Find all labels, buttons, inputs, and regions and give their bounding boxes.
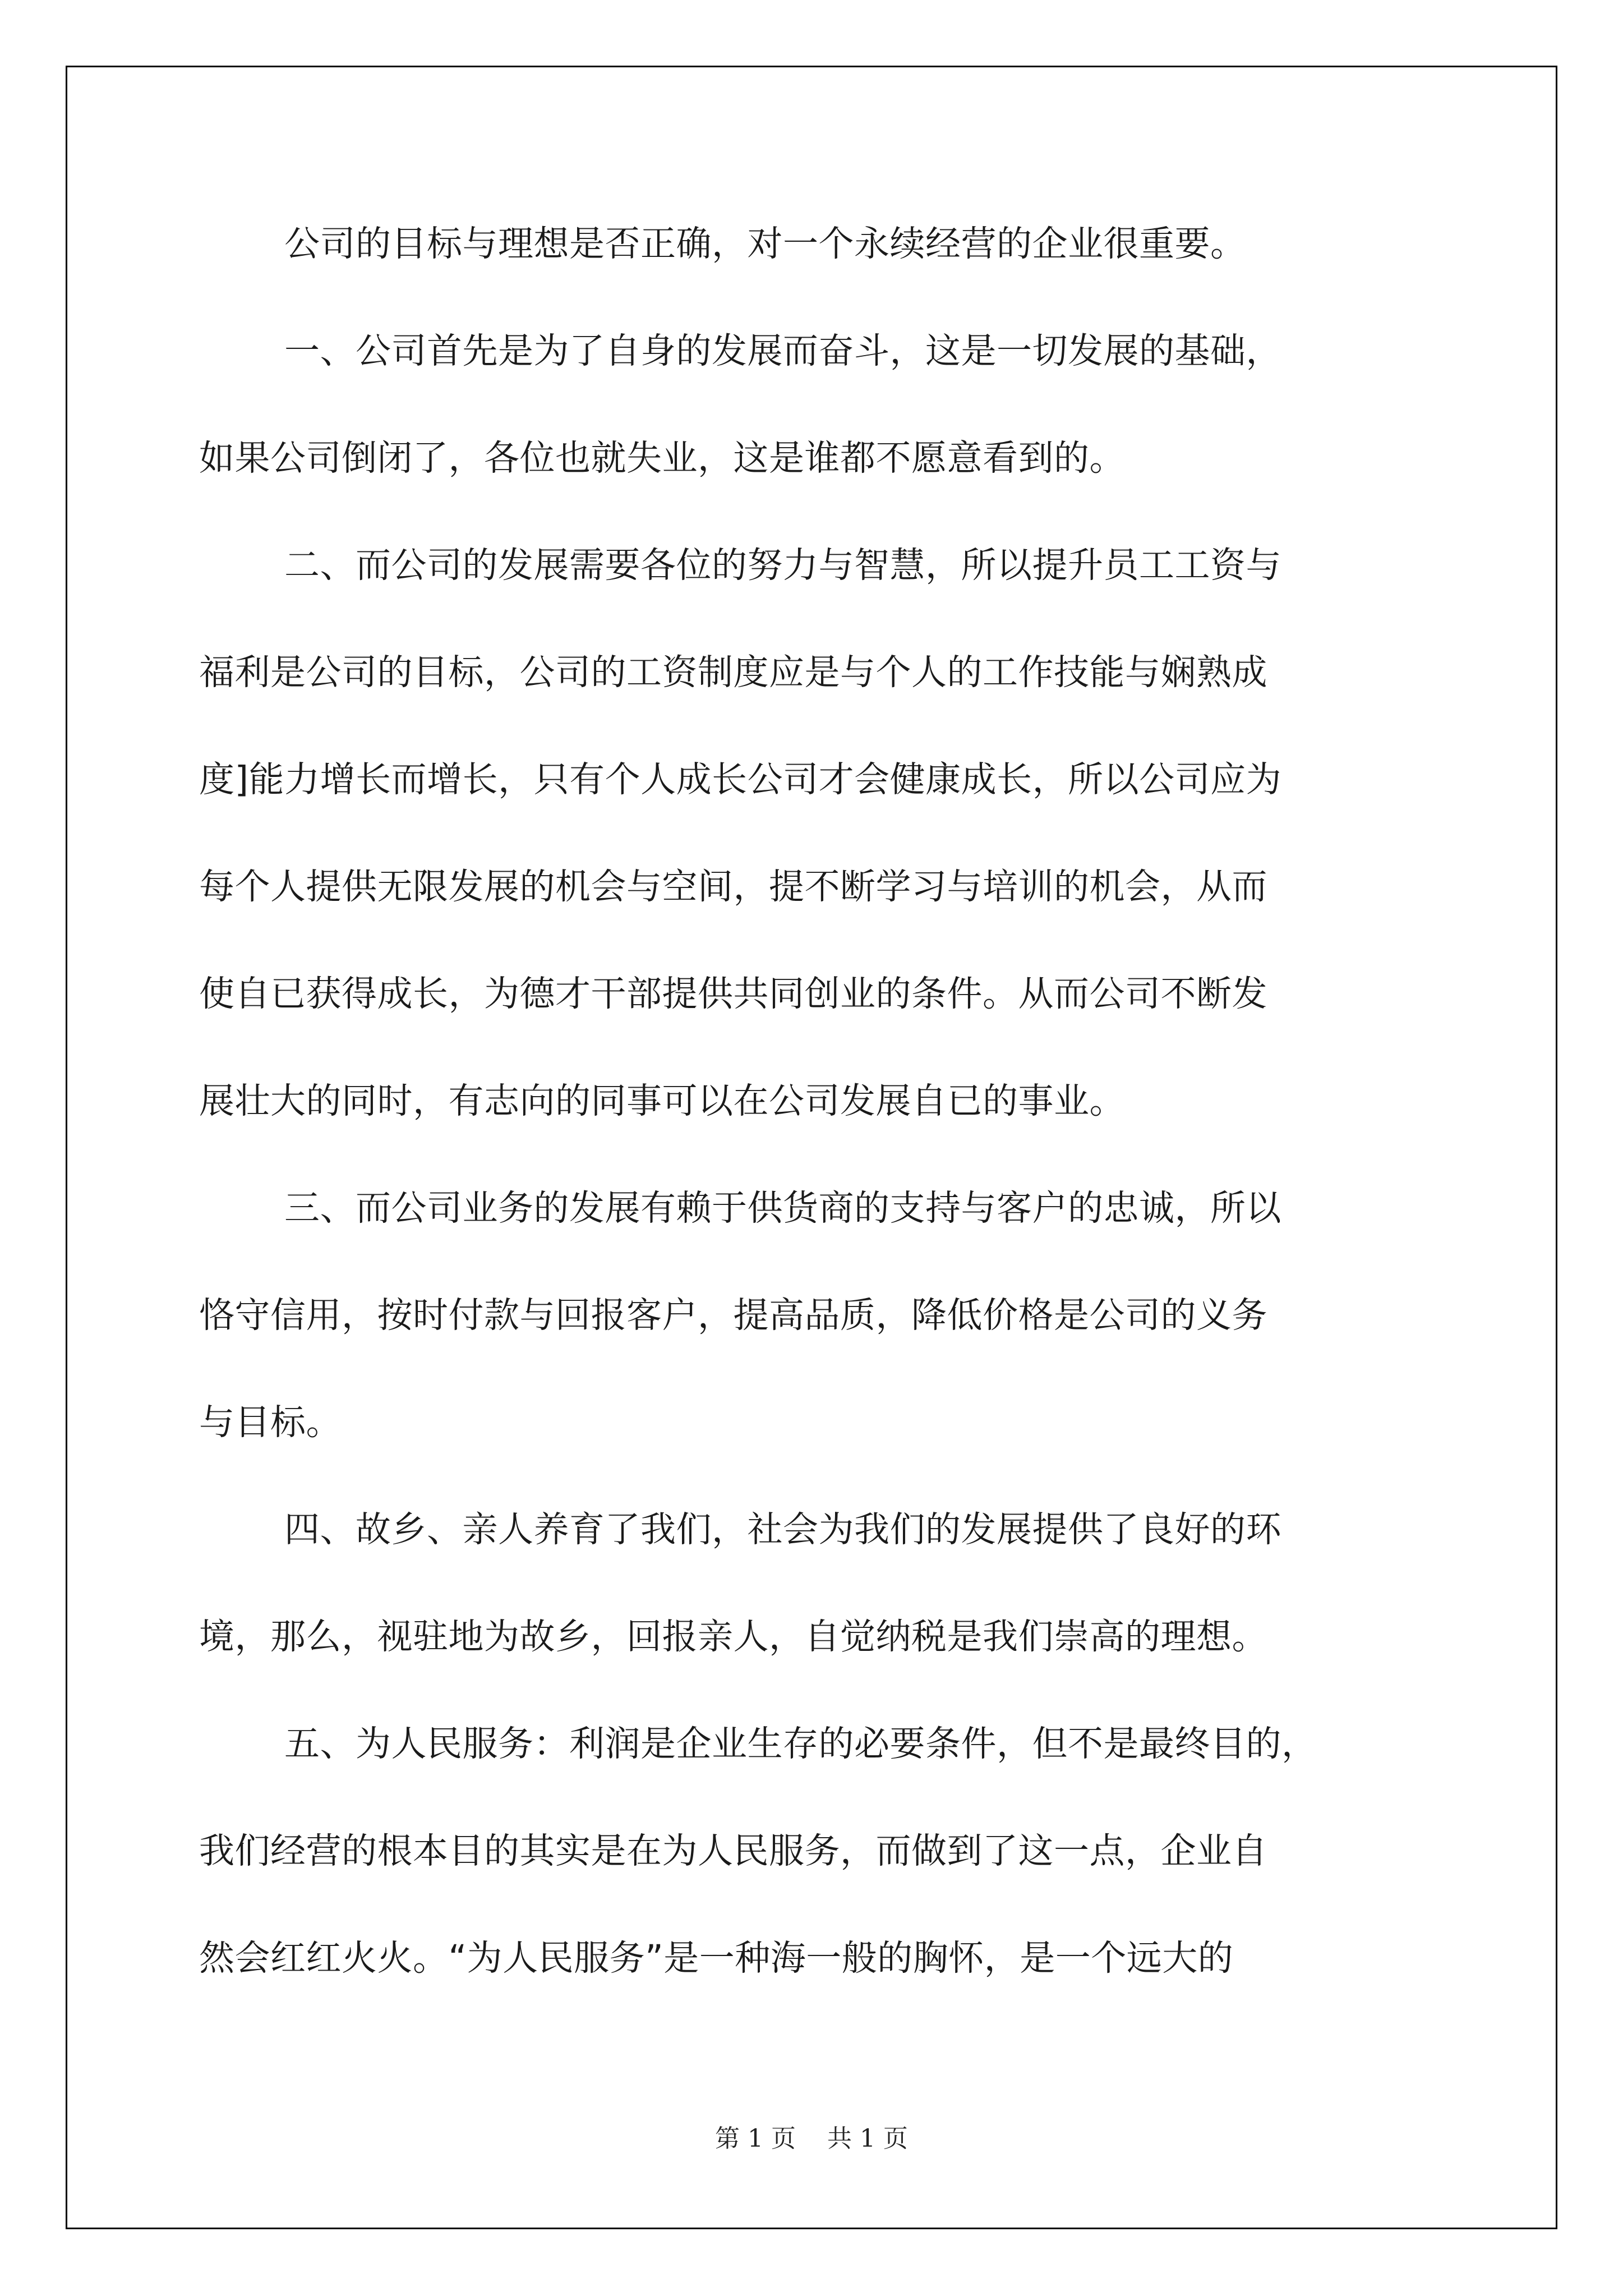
- page-number: 第 1 页: [715, 2124, 796, 2153]
- text-line: 一、公司首先是为了自身的发展而奋斗，这是一切发展的基础，: [284, 330, 1281, 371]
- text-line: 我们经营的根本目的其实是在为人民服务，而做到了这一点，企业自: [199, 1830, 1267, 1871]
- text-line: 公司的目标与理想是否正确，对一个永续经营的企业很重要。: [284, 223, 1246, 264]
- text-line: 每个人提供无限发展的机会与空间，提不断学习与培训的机会，从而: [199, 866, 1267, 907]
- text-line: 境，那么，视驻地为故乡，回报亲人，自觉纳税是我们崇高的理想。: [199, 1616, 1267, 1657]
- text-line: 四、故乡、亲人养育了我们，社会为我们的发展提供了良好的环: [284, 1509, 1281, 1550]
- text-line: 恪守信用，按时付款与回报客户，提高品质，降低价格是公司的义务: [199, 1295, 1267, 1336]
- text-line: 三、而公司业务的发展有赖于供货商的支持与客户的忠诚，所以: [284, 1188, 1281, 1228]
- text-line: 二、而公司的发展需要各位的努力与智慧，所以提升员工工资与: [284, 545, 1281, 586]
- text-line: 与目标。: [199, 1402, 342, 1443]
- text-line: 展壮大的同时，有志向的同事可以在公司发展自已的事业。: [199, 1080, 1125, 1121]
- text-line: 度]能力增长而增长，只有个人成长公司才会健康成长，所以公司应为: [199, 759, 1282, 800]
- page-border: [66, 66, 1557, 2229]
- text-line: 五、为人民服务：利润是企业生存的必要条件，但不是最终目的，: [284, 1723, 1317, 1764]
- page-total: 共 1 页: [827, 2124, 908, 2153]
- page-footer: [0, 2123, 1623, 2155]
- text-line: 然会红红火火。“为人民服务”是一种海一般的胸怀，是一个远大的: [199, 1938, 1234, 1978]
- text-line: 如果公司倒闭了，各位也就失业，这是谁都不愿意看到的。: [199, 438, 1125, 478]
- text-line: 福利是公司的目标，公司的工资制度应是与个人的工作技能与娴熟成: [199, 652, 1267, 693]
- text-line: 使自已获得成长，为德才干部提供共同创业的条件。从而公司不断发: [199, 973, 1267, 1014]
